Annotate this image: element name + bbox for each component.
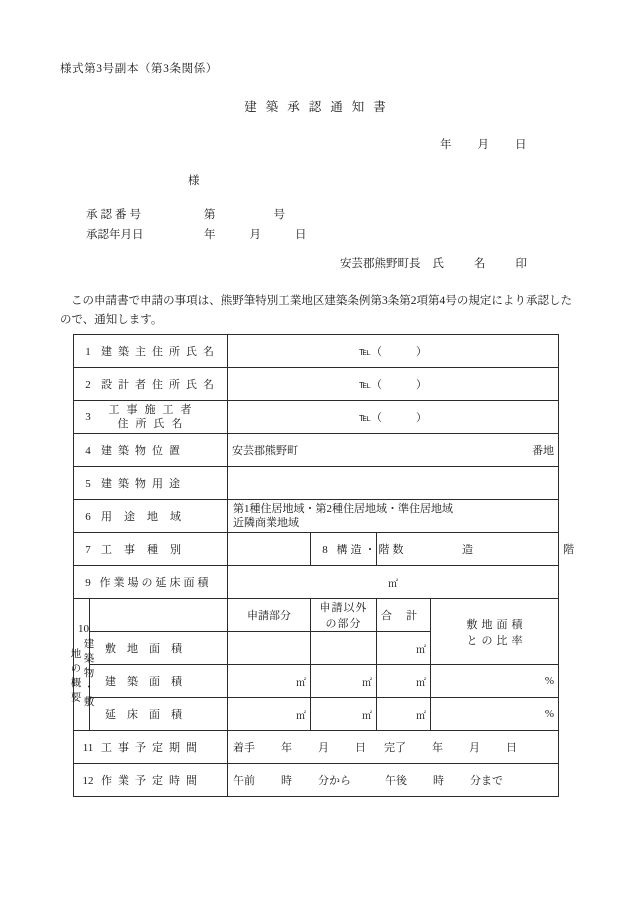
row12-pm-hour: 時: [433, 775, 445, 787]
row10-site-area-total-unit: ㎡: [416, 644, 427, 656]
row8-label: 構造・階数: [336, 544, 407, 556]
approval-date-year: 年: [204, 229, 216, 241]
row11-start-label: 着手: [233, 742, 256, 754]
table-row-zoning: [74, 500, 559, 533]
row10-col-other: 申請以外の部分: [311, 599, 377, 632]
approval-date-month: 月: [249, 229, 261, 241]
row10-vertical-label-right: 建築物・敷: [82, 637, 94, 711]
row10-col-applied: 申請部分: [228, 599, 311, 632]
row9-value-cell[interactable]: [228, 566, 559, 599]
row11-label: 工事予定期間: [101, 742, 203, 754]
approval-info-block: [86, 205, 307, 245]
row10-building-area-other[interactable]: [311, 665, 377, 698]
row4-label: 建築物位置: [101, 445, 186, 457]
page-title: 建築承認通知書: [244, 100, 395, 114]
row11-end-day: 日: [506, 742, 518, 754]
row5-number: 5: [85, 478, 91, 490]
row11-end-month: 月: [469, 742, 481, 754]
row4-suffix: 番地: [532, 445, 555, 457]
row8-structure-unit: 造: [462, 544, 474, 556]
row10-building-area-applied-unit: ㎡: [296, 677, 307, 689]
row12-pm-minute: 分まで: [470, 775, 504, 787]
row12-value-cell[interactable]: [228, 764, 559, 797]
row9-unit: ㎡: [388, 578, 399, 590]
row7-value-cell[interactable]: [228, 533, 311, 566]
approval-date-label: 承認年月日: [86, 229, 144, 241]
row10-building-area-other-unit: ㎡: [362, 677, 373, 689]
row10-floor-area-percent: %: [544, 708, 555, 720]
approval-number-row: [86, 205, 307, 225]
row11-number: 11: [82, 742, 94, 754]
row10-building-area-label-cell: [90, 665, 228, 698]
issue-date-day: 日: [515, 139, 527, 151]
row2-paren-close: ）: [415, 379, 427, 391]
row12-label: 作業予定時間: [101, 775, 203, 787]
row3-paren-close: ）: [415, 412, 427, 424]
row7-label-cell: [74, 533, 228, 566]
row1-paren-open: （: [370, 346, 382, 358]
row1-value-cell[interactable]: [228, 335, 559, 368]
row10-building-area-label: 建築面積: [105, 676, 193, 688]
issuer-line: [340, 255, 527, 271]
table-row-overview-header: [74, 599, 559, 632]
row7-label: 工事種別: [101, 544, 193, 556]
row12-am-hour: 時: [281, 775, 293, 787]
row10-header-blank-cell: [90, 599, 228, 632]
row10-vertical-label: [69, 635, 94, 711]
row9-label: 作業場の延床面積: [99, 577, 212, 589]
row6-label-cell: [74, 500, 228, 533]
telephone-icon: ℡: [359, 412, 371, 424]
issuer-name-label-1: 氏: [432, 258, 444, 270]
application-details-table: [69, 334, 575, 797]
table-row-builder: [74, 335, 559, 368]
row10-site-area-label: 敷地面積: [105, 643, 193, 655]
row10-building-area-applied[interactable]: [228, 665, 311, 698]
row10-building-area-ratio[interactable]: [431, 665, 559, 698]
row4-label-cell: [74, 434, 228, 467]
row10-col-ratio-line2: との比率: [466, 634, 527, 647]
form-code: 様式第3号副本（第3条関係）: [60, 63, 218, 75]
row11-start-day: 日: [355, 742, 367, 754]
row3-value-cell[interactable]: [228, 401, 559, 434]
table-row-building-area: [74, 665, 559, 698]
table-row-total-floor-area: [74, 698, 559, 731]
row4-value-cell[interactable]: [228, 434, 559, 467]
body-paragraph: この申請書で申請の事項は、熊野筆特別工業地区建築条例第3条第2項第4号の規定により承認したので、通知します。: [60, 295, 572, 326]
approval-date-day: 日: [295, 229, 307, 241]
row10-building-area-percent: %: [544, 675, 555, 687]
row11-label-cell: [74, 731, 228, 764]
approval-number-label: 承認番号: [86, 209, 144, 221]
row1-tel-field: [359, 346, 427, 358]
row10-site-area-label-cell: [90, 632, 228, 665]
row2-label-cell: [74, 368, 228, 401]
table-row-workshop-floor-area: [74, 566, 559, 599]
row11-value-cell[interactable]: [228, 731, 559, 764]
table-row-designer: [74, 368, 559, 401]
row4-value: 安芸郡熊野町: [232, 445, 299, 457]
table-row-construction-period: [74, 731, 559, 764]
row3-label-line1: 工事施工者: [108, 404, 199, 416]
row10-floor-area-other-unit: ㎡: [362, 710, 373, 722]
row2-number: 2: [85, 379, 91, 391]
row10-floor-area-ratio[interactable]: [431, 698, 559, 731]
issuer-seal-mark: 印: [515, 258, 527, 270]
row6-zone-line2: 近隣商業地域: [233, 517, 300, 529]
row10-floor-area-applied-unit: ㎡: [296, 710, 307, 722]
row11-end-label: 完了: [384, 742, 407, 754]
row12-am-label: 午前: [233, 775, 256, 787]
table-row-worktype-structure: [74, 533, 559, 566]
row2-label: 設計者住所氏名: [101, 379, 220, 391]
row10-floor-area-other[interactable]: [311, 698, 377, 731]
row1-number: 1: [85, 346, 91, 358]
row12-number: 12: [82, 775, 94, 787]
row10-site-area-applied[interactable]: [228, 632, 311, 665]
row10-floor-area-total[interactable]: [377, 698, 431, 731]
row10-building-area-total-unit: ㎡: [416, 677, 427, 689]
row5-value-cell[interactable]: [228, 467, 559, 500]
row10-building-area-total[interactable]: [377, 665, 431, 698]
row6-zone-line1: 第1種住居地域・第2種住居地域・準住居地域: [233, 503, 454, 515]
row5-label-cell: [74, 467, 228, 500]
table-row-location: [74, 434, 559, 467]
row1-paren-close: ）: [415, 346, 427, 358]
row10-floor-area-label-cell: [90, 698, 228, 731]
row3-label-cell: [74, 401, 228, 434]
row8-label-cell: [311, 533, 407, 566]
row9-number: 9: [85, 577, 91, 589]
row10-floor-area-total-unit: ㎡: [416, 710, 427, 722]
row6-label: 用途地域: [101, 511, 193, 523]
row1-label-cell: [74, 335, 228, 368]
row10-col-ratio-line1: 敷地面積: [466, 618, 527, 631]
telephone-icon: ℡: [359, 346, 371, 358]
row10-vertical-label-cell: [69, 599, 94, 731]
row10-floor-area-label: 延床面積: [105, 709, 193, 721]
row10-site-area-total[interactable]: [377, 632, 431, 665]
issuer-name-label-2: 名: [474, 258, 486, 270]
row7-number: 7: [85, 544, 91, 556]
row6-value-cell[interactable]: [228, 500, 559, 533]
row9-label-cell: [74, 566, 228, 599]
row10-vertical-label-left: 地の概要: [69, 647, 81, 706]
row3-label-line2: 住所氏名: [117, 418, 190, 430]
issuer-authority: 安芸郡熊野町長: [340, 258, 421, 270]
row8-floors-unit: 階: [563, 544, 575, 556]
row10-number: 10: [78, 622, 89, 635]
row10-col-total-text: 合計: [381, 610, 432, 622]
addressee-honorific: 様: [188, 175, 200, 187]
table-row-building-use: [74, 467, 559, 500]
table-row-work-hours: [74, 764, 559, 797]
row11-start-month: 月: [318, 742, 330, 754]
row3-number: 3: [85, 410, 91, 423]
row12-am-minute: 分から: [318, 775, 352, 787]
row12-pm-label: 午後: [385, 775, 408, 787]
row11-end-year: 年: [432, 742, 444, 754]
approval-number-prefix: 第: [204, 209, 216, 221]
row5-label: 建築物用途: [101, 478, 186, 490]
row3-paren-open: （: [370, 412, 382, 424]
row1-label: 建築主住所氏名: [101, 346, 220, 358]
row6-number: 6: [85, 511, 91, 523]
row12-label-cell: [74, 764, 228, 797]
row11-start-year: 年: [281, 742, 293, 754]
row8-number: 8: [322, 544, 328, 556]
table-row-contractor: [74, 401, 559, 434]
issue-date-year: 年: [440, 139, 452, 151]
issue-date-month: 月: [477, 139, 489, 151]
telephone-icon: ℡: [359, 379, 371, 391]
row2-tel-field: [359, 379, 427, 391]
row2-paren-open: （: [370, 379, 382, 391]
approval-number-suffix: 号: [273, 209, 285, 221]
approval-date-row: [86, 225, 307, 245]
row2-value-cell[interactable]: [228, 368, 559, 401]
row10-col-ratio: [431, 599, 559, 665]
row3-tel-field: [359, 412, 427, 424]
row10-col-total: [377, 599, 431, 632]
issue-date-line: [440, 136, 527, 152]
row10-floor-area-applied[interactable]: [228, 698, 311, 731]
row4-number: 4: [85, 445, 91, 457]
row10-site-area-other[interactable]: [311, 632, 377, 665]
